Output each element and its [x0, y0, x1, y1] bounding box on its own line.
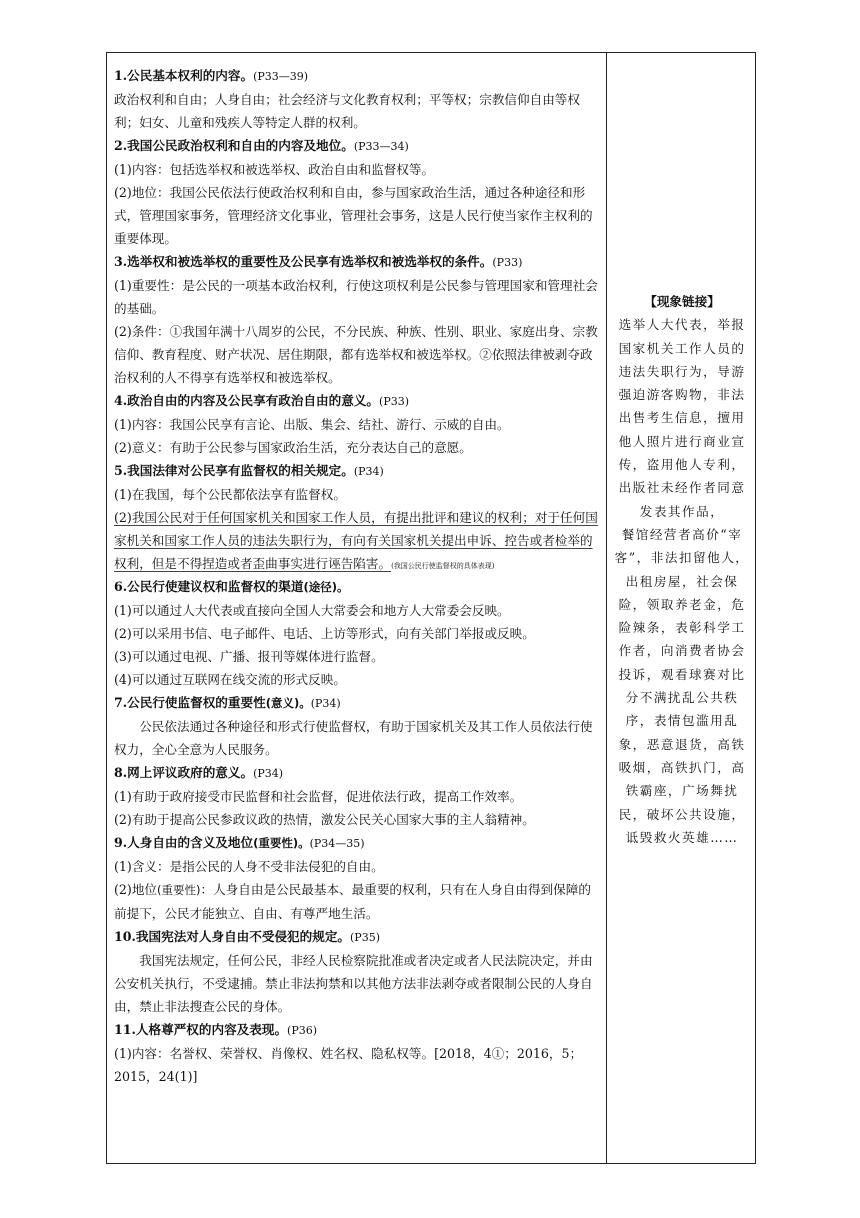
- text-6-3: (3)可以通过电视、广播、报刊等媒体进行监督。: [114, 649, 384, 664]
- text-10: 我国宪法规定，任何公民，非经人民检察院批准或者决定或者人民法院决定，并由公安机关执行，不受逮捕。禁止非法拘禁和以其他方法非法剥夺或者限制公民的人身自由，禁止非法搜查公民的身体。: [114, 953, 593, 1014]
- text-6-2: (2)可以采用书信、电子邮件、电话、上访等形式，向有关部门举报或反映。: [114, 626, 535, 641]
- heading-9: 9.人身自由的含义及地位(重要性)。(P34—35): [114, 835, 365, 850]
- text-5-2: (2)我国公民对于任何国家机关和国家工作人员，有提出批评和建议的权利；对于任何国家机关和国家工作人员的违法失职行为，有向有关国家机关提出申诉、控告或者检举的权利，但是不得捏造或者歪曲事实进行诬告陷害。(我国公民行使监督权的具体表现): [114, 510, 598, 571]
- text-4-1: (1)内容：我国公民享有言论、出版、集会、结社、游行、示威的自由。: [114, 417, 510, 432]
- heading-2: 2.我国公民政治权利和自由的内容及地位。(P33—34): [114, 138, 409, 153]
- text-11-1: (1)内容：名誉权、荣誉权、肖像权、姓名权、隐私权等。[2018，4①；2016，5；2015，24(1)]: [114, 1046, 583, 1084]
- text-3-2: (2)条件：①我国年满十八周岁的公民，不分民族、种族、性别、职业、家庭出身、宗教信仰、教育程度、财产状况、居住期限，都有选举权和被选举权。②依照法律被剥夺政治权利的人不得享有选举权和被选举权。: [114, 324, 598, 385]
- heading-3: 3.选举权和被选举权的重要性及公民享有选举权和被选举权的条件。(P33): [114, 254, 523, 269]
- heading-1: 1.公民基本权利的内容。(P33—39): [114, 68, 309, 83]
- text-4-2: (2)意义：有助于公民参与国家政治生活，充分表达自己的意愿。: [114, 440, 472, 455]
- text-6-1: (1)可以通过人大代表或直接向全国人大常委会和地方人大常委会反映。: [114, 603, 510, 618]
- heading-6: 6.公民行使建议权和监督权的渠道(途径)。: [114, 579, 349, 594]
- heading-11: 11.人格尊严权的内容及表现。(P36): [114, 1022, 318, 1037]
- text-3-1: (1)重要性：是公民的一项基本政治权利，行使这项权利是公民参与管理国家和管理社会的基础。: [114, 278, 598, 316]
- phenomenon-links-column: [612, 290, 752, 849]
- text-1: 政治权利和自由；人身自由；社会经济与文化教育权利；平等权；宗教信仰自由等权利；妇女、儿童和残疾人等特定人群的权利。: [114, 92, 580, 130]
- heading-5: 5.我国法律对公民享有监督权的相关规定。(P34): [114, 463, 384, 478]
- heading-8: 8.网上评议政府的意义。(P34): [114, 765, 284, 780]
- knowledge-column: [114, 64, 602, 1088]
- text-2-2: (2)地位：我国公民依法行使政治权利和自由，参与国家政治生活，通过各种途径和形式，管理国家事务，管理经济文化事业，管理社会事务，这是人民行使当家作主权利的重要体现。: [114, 185, 593, 246]
- column-divider: [606, 52, 607, 1164]
- text-8-2: (2)有助于提高公民参政议政的热情，激发公民关心国家大事的主人翁精神。: [114, 812, 535, 827]
- text-5-1: (1)在我国，每个公民都依法享有监督权。: [114, 487, 346, 502]
- text-6-4: (4)可以通过互联网在线交流的形式反映。: [114, 672, 346, 687]
- heading-7: 7.公民行使监督权的重要性(意义)。(P34): [114, 695, 341, 710]
- side-title: 【现象链接】: [644, 294, 720, 309]
- side-text-2: 餐馆经营者高价“宰客”，非法扣留他人，出租房屋，社会保险，领取养老金，危险辣条，表彰科学工作者，向消费者协会投诉，观看球赛对比分不满扰乱公共秩序，表情包滥用乱象，恶意退货，高铁吸烟，高铁扒门，高铁霸座，广场舞扰民，破坏公共设施，诋毁救火英雄……: [614, 526, 750, 845]
- margin-note: (我国公民行使监督权的具体表现): [391, 562, 495, 570]
- heading-10: 10.我国宪法对人身自由不受侵犯的规定。(P35): [114, 929, 380, 944]
- text-9-1: (1)含义：是指公民的人身不受非法侵犯的自由。: [114, 859, 384, 874]
- text-2-1: (1)内容：包括选举权和被选举权、政治自由和监督权等。: [114, 162, 435, 177]
- text-9-2: (2)地位(重要性)：人身自由是公民最基本、最重要的权利，只有在人身自由得到保障的前提下，公民才能独立、自由、有尊严地生活。: [114, 882, 591, 921]
- text-8-1: (1)有助于政府接受市民监督和社会监督，促进依法行政，提高工作效率。: [114, 789, 523, 804]
- heading-4: 4.政治自由的内容及公民享有政治自由的意义。(P33): [114, 393, 410, 408]
- side-text: 选举人大代表，举报国家机关工作人员的违法失职行为，导游强迫游客购物，非法出售考生信息，擅用他人照片进行商业宣传，盗用他人专利，出版社未经作者同意发表其作品，: [618, 317, 746, 519]
- text-7: 公民依法通过各种途径和形式行使监督权，有助于国家机关及其工作人员依法行使权力，全心全意为人民服务。: [114, 719, 593, 757]
